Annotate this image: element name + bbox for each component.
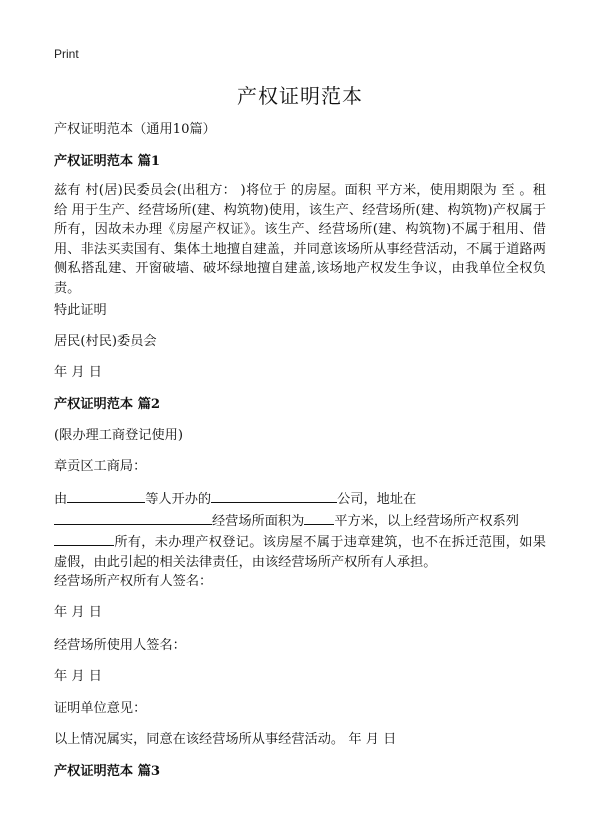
blank-line xyxy=(54,510,212,525)
document-title: 产权证明范本 xyxy=(237,84,363,108)
section-1-committee: 居民(村民)委员会 xyxy=(54,334,157,349)
user-signature-date: 年 月 日 xyxy=(54,669,102,684)
body-text-4: 经营场所面积为 xyxy=(212,513,305,529)
body-text-2: 等人开办的 xyxy=(145,492,212,507)
body-text-1: 由 xyxy=(54,492,68,507)
section-1-paragraph: 兹有 村(居)民委员会(出租方： )将位于 的房屋。面积 平方米，使用期限为 至 。租给 用于生产、经营场所(建、构筑物)使用，该生产、经营场所(建、构筑物)产权属于 所有，因故未办理《房屋产权证》。该生产、经营场所(建、构筑物)不属于租用、借用、非法买卖国有、集体土地擅自建盖，并同意该场所从事经营活动，不属于道路两侧私搭乱建、开窗破墙、破坏绿地擅自建盖,该场地产权发生争议，由我单位全权负责。 xyxy=(54,183,546,296)
body-text-5: 平方米，以上经营场所产权系列 xyxy=(334,513,519,529)
certifier-opinion-label: 证明单位意见： xyxy=(54,701,147,716)
section-1-heading: 产权证明范本 篇1 xyxy=(54,154,161,169)
blank-line xyxy=(304,510,334,525)
section-2-addressee: 章贡区工商局： xyxy=(54,459,147,474)
owner-signature-date: 年 月 日 xyxy=(54,605,102,620)
blank-line xyxy=(54,531,114,546)
section-1-date: 年 月 日 xyxy=(54,365,102,380)
section-1-special-statement: 特此证明 xyxy=(54,303,107,318)
section-2-body xyxy=(54,488,546,572)
blank-line xyxy=(211,488,337,503)
body-text-6: 所有，未办理产权登记。该房屋不属于违章建筑，也不在拆迁范围，如果虚假，由此引起的相关法律责任，由该经营场所产权所有人承担。 xyxy=(54,535,546,570)
body-text-3: 公司，地址在 xyxy=(337,492,417,507)
blank-line xyxy=(67,488,145,503)
certifier-opinion-text: 以上情况属实，同意在该经营场所从事经营活动。 年 月 日 xyxy=(54,732,397,747)
document-subtitle: 产权证明范本（通用10篇） xyxy=(54,122,216,137)
print-label: Print xyxy=(54,47,79,61)
section-2-heading: 产权证明范本 篇2 xyxy=(54,397,161,412)
owner-signature-label: 经营场所产权所有人签名： xyxy=(54,574,213,589)
section-2-note: (限办理工商登记使用) xyxy=(54,428,183,443)
section-3-heading: 产权证明范本 篇3 xyxy=(54,764,161,779)
user-signature-label: 经营场所使用人签名： xyxy=(54,638,186,653)
